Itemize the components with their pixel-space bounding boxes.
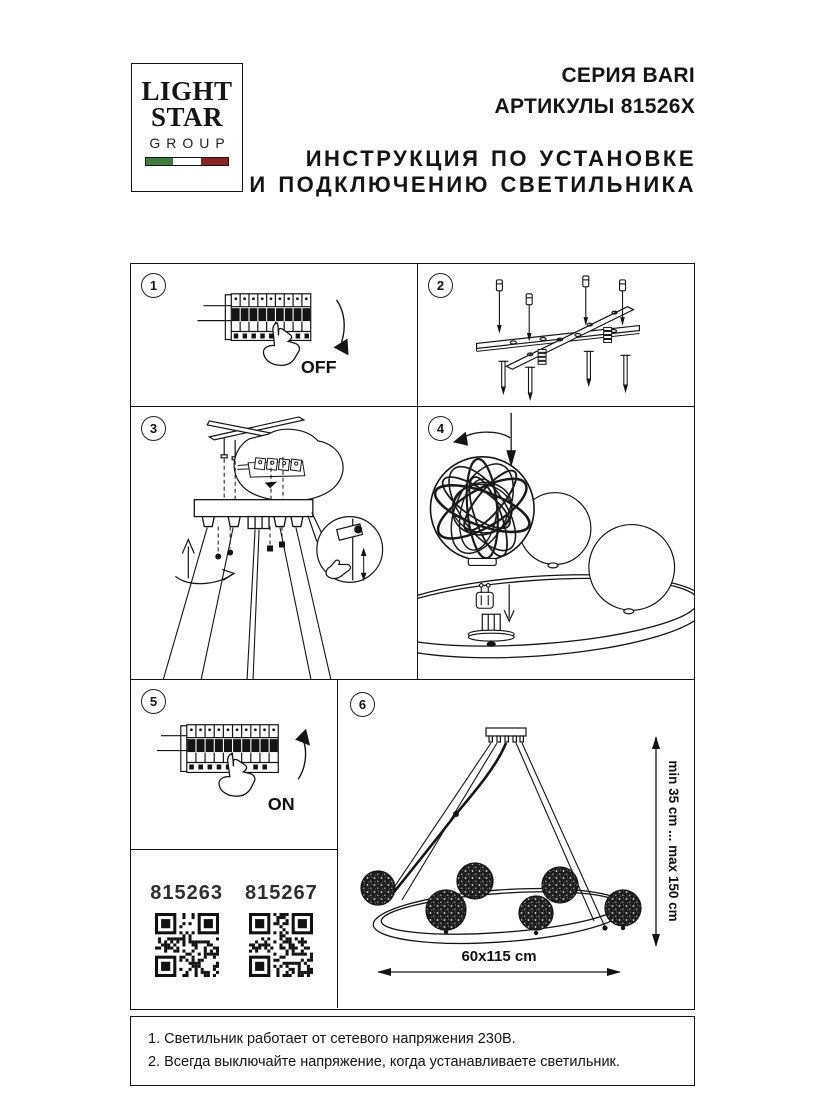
ring-frame <box>371 881 628 951</box>
on-label: ON <box>267 794 295 815</box>
width-dimension-label: 60x115 cm <box>461 948 537 965</box>
qr-codes-cell <box>131 850 338 1008</box>
step-5-panel <box>131 680 338 850</box>
ceiling-canopy <box>486 728 526 742</box>
height-dimension <box>652 736 681 947</box>
flag-green <box>146 158 173 165</box>
qr-code-icon <box>249 913 313 977</box>
qr-right <box>245 882 318 1008</box>
suspension-cables <box>391 743 605 927</box>
qr-left <box>150 882 223 1008</box>
chandelier-drawing <box>338 680 694 1008</box>
instruction-line1: ИНСТРУКЦИЯ ПО УСТАНОВКЕ <box>305 146 696 171</box>
step-2-badge: 2 <box>428 273 453 298</box>
arrow-down-icon <box>334 300 349 356</box>
step-3-panel <box>131 407 418 680</box>
header-block <box>495 60 695 122</box>
lightstar-logo <box>131 63 243 192</box>
step-1-badge: 1 <box>141 273 166 298</box>
arrow-up-icon <box>295 729 310 780</box>
arrow-up-icon <box>175 540 234 584</box>
logo-group: GROUP <box>149 135 231 152</box>
step-3-badge: 3 <box>141 416 166 441</box>
qr-left-label: 815263 <box>150 882 223 904</box>
step-5-badge: 5 <box>141 689 166 714</box>
height-dimension-label: min 35 cm ... max 150 cm <box>666 760 681 922</box>
anchors <box>498 351 630 399</box>
flag-red <box>201 158 228 165</box>
terminal-detail-balloon <box>234 429 343 501</box>
instruction-title <box>249 146 696 199</box>
arrow-down-icon <box>504 584 514 621</box>
canopy-wiring-drawing <box>131 407 417 679</box>
footer-note-1: 1. Светильник работает от сетевого напряжения 230В. <box>148 1031 516 1047</box>
series-title: СЕРИЯ BARI <box>561 64 695 87</box>
qr-right-label: 815267 <box>245 882 318 904</box>
cable-adjuster-detail <box>308 513 383 583</box>
glass-spheres <box>519 493 674 614</box>
step-2-panel <box>418 264 694 407</box>
mounting-bracket-drawing <box>418 264 694 406</box>
steps-grid <box>130 263 695 1010</box>
socket <box>468 614 514 646</box>
logo-light: LIGHT <box>141 76 233 106</box>
woven-ball <box>430 454 535 565</box>
shade-assembly-drawing <box>418 407 694 679</box>
step-6-panel <box>338 680 694 1008</box>
off-label: OFF <box>300 357 337 378</box>
footer-note-2: 2. Всегда выключайте напряжение, когда устанавливаете светильник. <box>148 1054 620 1071</box>
breaker-off-drawing <box>131 264 417 406</box>
flag-white <box>173 158 200 165</box>
step-1-panel <box>131 264 418 407</box>
step-4-badge: 4 <box>428 416 453 441</box>
footer-notes <box>130 1016 695 1086</box>
qr-code-icon <box>155 913 219 977</box>
articles-title: АРТИКУЛЫ 81526X <box>494 95 695 119</box>
logo-star: STAR <box>150 101 224 132</box>
step-4-panel <box>418 407 694 680</box>
g9-bulb <box>476 584 493 609</box>
step-6-badge: 6 <box>350 692 375 717</box>
crystal-balls <box>361 863 641 930</box>
width-dimension <box>377 948 621 976</box>
instruction-line2: И ПОДКЛЮЧЕНИЮ СВЕТИЛЬНИКА <box>249 172 696 198</box>
italian-flag-bar <box>145 157 229 166</box>
